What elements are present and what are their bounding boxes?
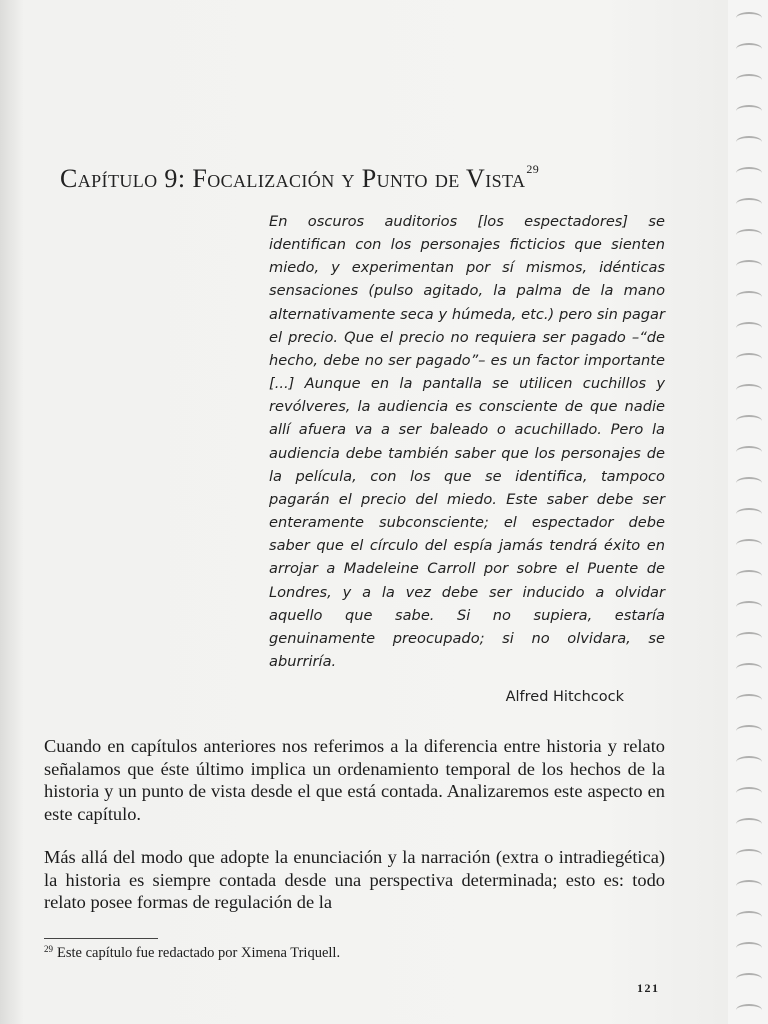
binding-ring xyxy=(736,167,762,179)
binding-ring xyxy=(736,415,762,427)
binding-ring xyxy=(736,694,762,706)
binding-ring xyxy=(736,911,762,923)
chapter-footnote-marker: 29 xyxy=(526,162,540,176)
binding-ring xyxy=(736,601,762,613)
binding-ring xyxy=(736,508,762,520)
binding-ring xyxy=(736,43,762,55)
binding-ring xyxy=(736,663,762,675)
binding-ring xyxy=(736,818,762,830)
footnote-text: Este capítulo fue redactado por Ximena Triquell. xyxy=(57,945,341,961)
binding-ring xyxy=(736,787,762,799)
binding-ring xyxy=(736,260,762,272)
body-paragraph-2: Más allá del modo que adopte la enunciación y la narración (extra o intradiegética) la historia es siempre contada desde una perspectiva determinada; esto es: todo relato posee formas de regulación de la xyxy=(44,847,665,913)
epigraph-attribution: Alfred Hitchcock xyxy=(505,689,624,705)
footnote-divider xyxy=(44,938,158,939)
binding-ring xyxy=(736,942,762,954)
binding-ring xyxy=(736,632,762,644)
body-paragraph-1: Cuando en capítulos anteriores nos referimos a la diferencia entre historia y relato señalamos que éste último implica un ordenamiento temporal de los hechos de la historia y un punto de vista desde el que está contada. Analizaremos este aspecto en este capítulo. xyxy=(44,736,665,824)
binding-ring xyxy=(736,74,762,86)
binding-ring xyxy=(736,12,762,24)
binding-ring xyxy=(736,105,762,117)
binding-ring xyxy=(736,570,762,582)
chapter-title xyxy=(60,162,680,194)
binding-ring xyxy=(736,384,762,396)
binding-ring xyxy=(736,539,762,551)
spiral-binding xyxy=(728,0,768,1024)
footnote xyxy=(44,944,340,962)
binding-ring xyxy=(736,136,762,148)
binding-ring xyxy=(736,1004,762,1016)
binding-ring xyxy=(736,725,762,737)
binding-ring xyxy=(736,229,762,241)
binding-ring xyxy=(736,322,762,334)
page-number: 121 xyxy=(637,981,660,995)
binding-ring xyxy=(736,198,762,210)
epigraph-quote: En oscuros auditorios [los espectadores] se identifican con los personajes ficticios que sienten miedo, y experimentan por sí mismos, idénticas sensaciones (pulso agitado, la palma de la mano alternativamente seca y húmeda, etc.) pero sin pagar el precio. Que el precio no requiera ser pagado –“de hecho, debe no ser pagado”– es un factor importante [...] Aunque en la pantalla se utilicen cuchillos y revólveres, la audiencia es consciente de que nadie allí afuera va a ser baleado o acuchillado. Pero la audiencia debe también saber que los personajes de la película, con los que se identifica, tampoco pagarán el precio del miedo. Este saber debe ser enteramente subconsciente; el espectador debe saber que el círculo del espía jamás tendrá éxito en arrojar a Madeleine Carroll por sobre el Puente de Londres, y a la vez debe ser inducido a olvidar aquello que sabe. Si no supiera, estaría genuinamente preocupado; si no olvidara, se aburriría. xyxy=(269,213,665,670)
binding-ring xyxy=(736,756,762,768)
binding-ring xyxy=(736,353,762,365)
binding-ring xyxy=(736,973,762,985)
footnote-marker: 29 xyxy=(44,944,53,954)
binding-ring xyxy=(736,291,762,303)
chapter-title-text: Capítulo 9: Focalización y Punto de Vista xyxy=(60,164,526,193)
binding-ring xyxy=(736,477,762,489)
binding-ring xyxy=(736,849,762,861)
binding-ring xyxy=(736,446,762,458)
binding-ring xyxy=(736,880,762,892)
